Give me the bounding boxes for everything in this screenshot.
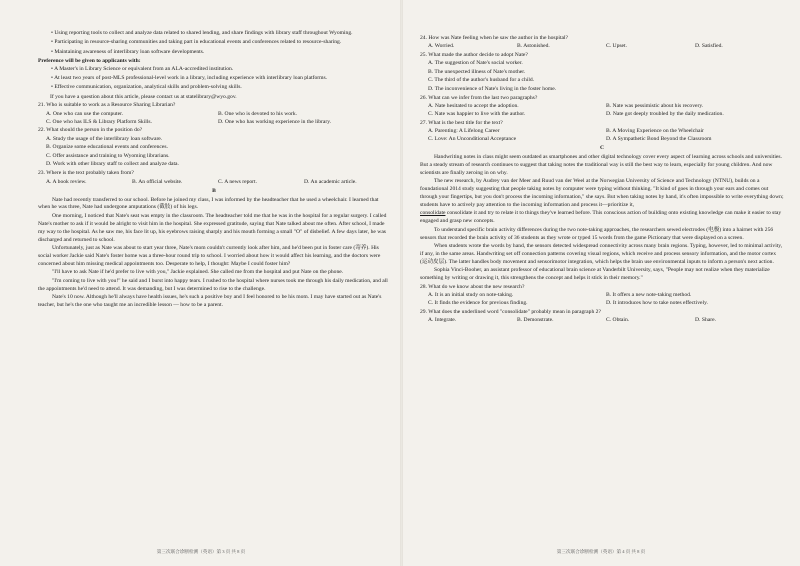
passage-paragraph: "I'm coming to live with you!" he said and I burst into happy tears. I rushed to the hospital where nurses took me through his daily medication, and all the appointments he'd need to attend. It was demanding, but I was determined to rise to the challenge. <box>38 277 388 292</box>
question-29-options <box>420 317 784 325</box>
option[interactable]: A. The suggestion of Nate's social worker. <box>428 60 523 67</box>
contact-line: If you have a question about this article, please contact us at statelibrary@wyo.gov. <box>50 93 237 100</box>
passage-paragraph: Handwriting notes in class might seem outdated as smartphones and other digital technology cover every aspect of learning across schools and universities. But a steady stream of research continues to suggest that taking notes the traditional way is still the best way to learn, especially for young children. And now scientists are finally zeroing in on why. <box>420 153 782 176</box>
passage-paragraph-continued <box>420 210 784 226</box>
question-22-options <box>38 136 390 170</box>
option[interactable]: B. Nate was pessimistic about his recovery. <box>606 103 704 110</box>
passage-paragraph: Nate had recently transferred to our school. Before he joined my class, I was informed by the headteacher that he used a wheelchair. I learned that when he was three, Nate had undergone amputations (截肢) of his legs. <box>38 196 379 211</box>
option[interactable]: D. One who has working experience in the library. <box>218 118 332 125</box>
underlined-word: consolidate <box>420 210 446 217</box>
option[interactable]: C. Love: An Unconditional Acceptance <box>428 136 517 142</box>
question-22: 22. What should the person in the position do? <box>38 127 143 134</box>
question-23: 23. Where is the text probably taken from? <box>38 170 134 177</box>
section-b-heading: B <box>212 187 216 194</box>
option[interactable]: D. The inconvenience of Nate's living in the foster home. <box>428 85 557 92</box>
option[interactable]: A. Integrate. <box>428 317 457 324</box>
option[interactable]: D. It introduces how to take notes effectively. <box>606 300 708 307</box>
question-24: 24. How was Nate feeling when he saw the author in the hospital? <box>420 34 569 41</box>
option[interactable]: B. Astonished. <box>517 43 550 50</box>
passage-paragraph: Nate's 10 now. Although he'll always have health issues, he's such a positive boy and I feel honored to be his mom. I may have started out as Nate's teacher, but he's the one who taught me an incredible lesson — how to be a parent. <box>38 294 382 309</box>
question-27-options <box>420 128 784 144</box>
option[interactable]: C. Offer assistance and training to Wyoming librarians. <box>46 152 170 159</box>
page-footer: 第三次联合诊断检测（英语）第 4 页 共 8 页 <box>556 549 646 555</box>
option[interactable]: A. One who can use the computer. <box>46 110 124 117</box>
passage-paragraph: "I'll have to ask Nate if he'd prefer to live with you," Jackie explained. She called me from the hospital and put Nate on the phone. <box>52 269 344 276</box>
right-page <box>402 0 800 566</box>
option[interactable]: C. Nate was happier to live with the author. <box>428 111 526 118</box>
option[interactable]: C. A news report. <box>218 178 257 185</box>
option[interactable]: C. It finds the evidence for previous finding. <box>428 300 528 307</box>
option[interactable]: A. A book review. <box>46 178 87 185</box>
question-26-options <box>420 103 784 119</box>
option[interactable]: C. Upset. <box>606 43 627 50</box>
section-c-heading: C <box>599 144 605 151</box>
option[interactable]: C. One who has ILS & Library Platform Skills. <box>46 118 152 125</box>
option[interactable]: D. Work with other library staff to collect and analyze data. <box>46 161 179 168</box>
right-column <box>420 34 784 326</box>
option[interactable]: A. Parenting: A Lifelong Career <box>428 128 500 135</box>
option[interactable]: B. One who is devoted to his work. <box>218 110 298 117</box>
question-26: 26. What can we infer from the last two paragraphs? <box>420 94 538 101</box>
question-25-options <box>420 60 784 94</box>
option[interactable]: A. Nate hesitated to accept the adoption. <box>428 103 519 110</box>
preference-heading: Preference will be given to applicants with: <box>38 57 141 64</box>
option[interactable]: B. An official website. <box>132 178 183 185</box>
option[interactable]: B. Organize some educational events and conferences. <box>46 144 168 151</box>
question-29: 29. What does the underlined word "consolidate" probably mean in paragraph 2? <box>420 308 601 315</box>
option[interactable]: D. Share. <box>695 317 716 324</box>
bullet-duty: • Participating in resource-sharing communities and taking part in educational events and conferences related to resource-sharing. <box>50 39 390 47</box>
option[interactable]: A. Worried. <box>428 43 455 50</box>
passage-paragraph: The new research, by Audrey van der Meer and Ruud van der Weel at the Norwegian University of Science and Technology (NTNU), builds on a foundational 2014 study suggesting that people taking notes by computer were typing without thinking. "It kind of goes in through your ears and comes out through your fingertips, but you don't process the incoming information," she says. But when taking notes by hand, it's often impossible to write everything down; students have to actively pay attention to the incoming information and process it—prioritize it, <box>420 178 784 208</box>
question-24-options <box>420 43 784 51</box>
passage-paragraph: One morning, I noticed that Nate's seat was empty in the classroom. The headteacher told me that he was in the hospital for a regular surgery. I called Nate's mother to ask if it would be alright to visit him in the hospital. She expressed gratitude, saying that Nate talked about me often. After school, I made my way to the hospital. As he saw me, his face lit up, his eyebrows raising sharply and his mouth forming a small "O" of disbelief. A few days later, he was discharged and returned to school. <box>38 212 387 243</box>
option[interactable]: D. A Sympathetic Bond Beyond the Classroom <box>606 136 712 142</box>
question-25: 25. What made the author decide to adopt Nate? <box>420 51 528 58</box>
bullet-preference: • At least two years of post-MLS professional-level work in a library, including experience with interlibrary loan platforms. <box>50 75 390 83</box>
option[interactable]: B. It offers a new note-taking method. <box>606 292 692 299</box>
passage-paragraph: When students wrote the words by hand, the sensors detected widespread connectivity across many brain regions. Typing, however, led to minimal activity, if any, in the same areas. Handwriting set off connection patterns covering visual regions, which receive and process sensory information, and the motor cortex (运动皮层). The latter handles body movement and sensorimotor integration, which helps the brain use environmental inputs to inform a person's next action. <box>420 243 783 265</box>
option[interactable]: B. Demonstrate. <box>517 317 554 324</box>
question-21-options <box>38 111 390 127</box>
bullet-duty: • Using reporting tools to collect and analyze data related to shared lending, and share findings with library staff throughout Wyoming. <box>50 30 390 38</box>
paragraph-rest: consolidate it and try to relate it to things they've learned before. This conscious action of building onto existing knowledge can make it easier to stay engaged and grasp new concepts. <box>420 210 782 225</box>
question-23-options <box>38 179 390 187</box>
left-column <box>38 30 390 311</box>
question-28: 28. What do we know about the new research? <box>420 283 525 290</box>
passage-paragraph: Sophia Vinci-Booher, an assistant professor of educational brain science at Vanderbilt University, says, "People may not realize when they materialize something by writing or drawing it, this strengthens the concept and helps it stick in their memory." <box>420 267 770 282</box>
option[interactable]: D. Satisfied. <box>695 43 723 50</box>
option[interactable]: D. An academic article. <box>304 178 357 185</box>
question-28-options <box>420 292 784 308</box>
question-27: 27. What is the best title for the text? <box>420 119 503 126</box>
option[interactable]: B. A Moving Experience on the Wheelchair <box>606 128 704 135</box>
page-footer: 第三次联合诊断检测（英语）第 3 页 共 8 页 <box>156 549 246 555</box>
option[interactable]: C. The third of the author's husband for a child. <box>428 77 535 84</box>
passage-paragraph: Unfortunately, just as Nate was about to start year three, Nate's mom couldn't currently look after him, and he'd been put in foster care (寄养). His social worker Jackie said Nate's foster home was a three-hour round trip to school. I worried about how it would affect his learning, and the doctors were concerned about him missing medical appointments too. Desperate to help, I thought: Maybe I could foster him? <box>38 245 381 267</box>
option[interactable]: B. The unexpected illness of Nate's mother. <box>428 68 526 75</box>
bullet-preference: • A Master's in Library Science or equivalent from an ALA-accredited institution. <box>50 66 390 74</box>
question-21: 21. Who is suitable to work as a Resource Sharing Librarian? <box>38 102 176 109</box>
option[interactable]: A. It is an initial study on note-taking. <box>428 292 514 299</box>
bullet-preference: • Effective communication, organization, analytical skills and problem-solving skills. <box>50 84 390 92</box>
bullet-duty: • Maintaining awareness of interlibrary loan software developments. <box>50 49 390 57</box>
passage-paragraph: To understand specific brain activity differences during the two note-taking approaches, the researchers sewed electrodes (电极) into a hairnet with 256 sensors that recorded the brain activity of 36 students as they wrote or typed 15 words from the game Pictionary that were displayed on a screen. <box>420 226 774 241</box>
option[interactable]: D. Nate got deeply troubled by the daily medication. <box>606 111 724 118</box>
option[interactable]: C. Obtain. <box>606 317 630 324</box>
option[interactable]: A. Study the usage of the interlibrary loan software. <box>46 135 163 142</box>
